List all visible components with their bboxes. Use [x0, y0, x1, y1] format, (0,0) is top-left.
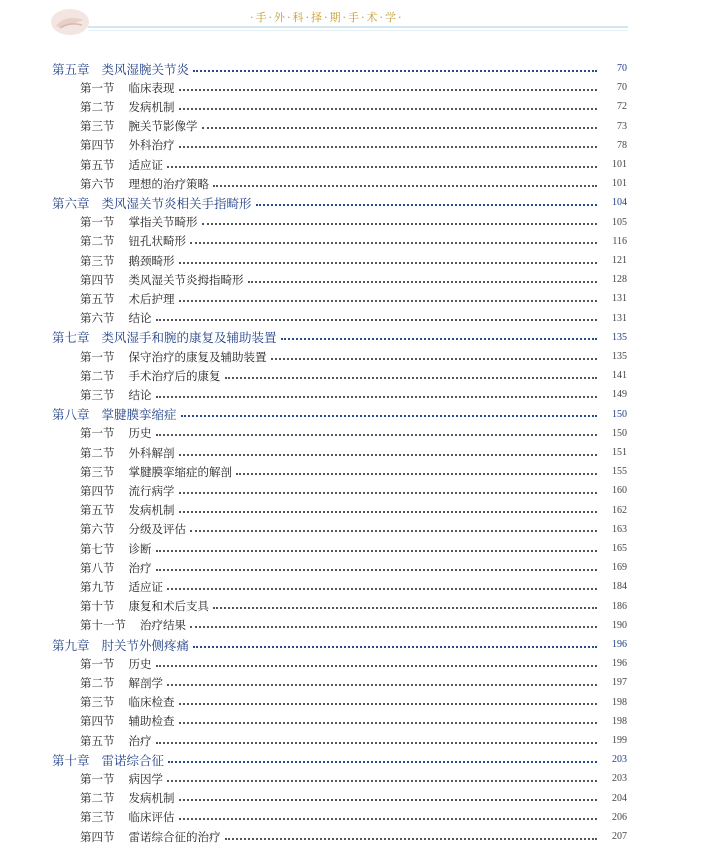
page-number: 72	[617, 101, 627, 113]
header-rule-thin	[88, 30, 628, 31]
section-number: 第二节	[80, 675, 115, 690]
running-title: ·手·外·科·择·期·手·术·学·	[250, 11, 404, 24]
dot-leader	[167, 588, 597, 590]
entry-label	[80, 464, 232, 480]
page-number: 160	[612, 485, 627, 497]
section-title: 适应证	[128, 157, 163, 172]
page-number: 151	[612, 447, 627, 458]
page-number: 203	[612, 773, 627, 785]
chapter-number: 第五章	[52, 61, 90, 77]
section-number: 第二节	[80, 368, 115, 383]
page-number: 162	[612, 504, 627, 516]
page-number: 128	[612, 274, 627, 286]
toc-chapter-entry	[0, 328, 701, 347]
dot-leader	[179, 89, 598, 91]
entry-label	[52, 636, 189, 654]
section-title: 腕关节影像学	[128, 119, 198, 134]
section-title: 雷诺综合征的治疗	[128, 829, 221, 844]
section-title: 解剖学	[128, 675, 163, 690]
section-title: 发病机制	[128, 503, 175, 518]
section-title: 类风湿关节炎拇指畸形	[128, 272, 244, 287]
toc-section-entry	[0, 693, 701, 712]
toc-section-entry	[0, 712, 701, 731]
section-title: 结论	[128, 387, 152, 402]
toc-section-entry	[0, 424, 701, 443]
dot-leader	[156, 742, 598, 744]
entry-label	[80, 214, 198, 230]
entry-label	[80, 809, 175, 825]
toc-section-entry	[0, 597, 701, 616]
chapter-title: 类风湿手和腕的康复及辅助装置	[101, 330, 277, 346]
entry-label	[80, 694, 175, 710]
section-number: 第二节	[80, 445, 115, 460]
section-title: 术后护理	[128, 291, 175, 306]
section-number: 第五节	[80, 733, 115, 748]
dot-leader	[190, 530, 597, 532]
dot-leader	[168, 761, 597, 763]
section-title: 外科治疗	[128, 138, 175, 153]
page-number: 203	[612, 754, 627, 766]
section-title: 康复和术后支具	[128, 599, 209, 614]
dot-leader	[167, 684, 597, 686]
chapter-title: 类风湿腕关节炎	[101, 61, 190, 77]
section-number: 第三节	[80, 119, 115, 134]
dot-leader	[193, 70, 597, 72]
toc-section-entry	[0, 443, 701, 462]
dot-leader	[179, 799, 598, 801]
section-title: 掌腱膜挛缩症的解剖	[128, 464, 232, 479]
section-number: 第一节	[80, 656, 115, 671]
page-number: 131	[612, 312, 627, 324]
entry-label	[80, 368, 221, 384]
page-number: 199	[612, 735, 627, 746]
toc-section-entry	[0, 289, 701, 308]
toc-section-entry	[0, 232, 701, 251]
section-title: 理想的治疗策略	[128, 176, 209, 191]
entry-label	[80, 291, 175, 307]
page-number: 190	[612, 619, 627, 631]
entry-label	[80, 445, 175, 461]
section-title: 治疗	[128, 560, 152, 575]
page-number: 206	[612, 811, 627, 823]
page-number: 101	[612, 159, 627, 170]
entry-label	[80, 713, 175, 729]
entry-label	[80, 656, 152, 672]
section-number: 第一节	[80, 349, 115, 364]
entry-label	[80, 483, 175, 499]
entry-label	[80, 790, 175, 806]
toc-section-entry	[0, 251, 701, 270]
toc-section-entry	[0, 481, 701, 500]
toc-section-entry	[0, 769, 701, 788]
toc-section-entry	[0, 673, 701, 692]
page-number: 186	[612, 600, 627, 612]
chapter-number: 第七章	[52, 330, 90, 346]
section-number: 第一节	[80, 426, 115, 441]
section-title: 鹅颈畸形	[128, 253, 175, 268]
page-number: 121	[612, 255, 627, 266]
page-number: 141	[612, 370, 627, 382]
section-number: 第一节	[80, 771, 115, 786]
entry-label	[80, 233, 186, 249]
page-number: 135	[612, 331, 627, 343]
entry-label	[52, 751, 164, 769]
chapter-title: 肘关节外侧疼痛	[101, 637, 190, 653]
page-number: 197	[612, 677, 627, 689]
section-number: 第十一节	[80, 618, 126, 633]
toc-section-entry	[0, 501, 701, 520]
section-title: 发病机制	[128, 99, 175, 114]
section-title: 掌指关节畸形	[128, 215, 198, 230]
toc-chapter-entry	[0, 193, 701, 212]
toc-chapter-entry	[0, 59, 701, 78]
dot-leader	[179, 146, 598, 148]
section-title: 病因学	[128, 771, 163, 786]
section-title: 手术治疗后的康复	[128, 368, 221, 383]
dot-leader	[256, 204, 597, 206]
dot-leader	[167, 780, 597, 782]
page-number: 150	[612, 408, 627, 420]
toc-section-entry	[0, 366, 701, 385]
toc-chapter-entry	[0, 750, 701, 769]
page-number: 131	[612, 293, 627, 305]
entry-label	[80, 733, 152, 749]
dot-leader	[179, 300, 598, 302]
dot-leader	[181, 415, 597, 417]
entry-label	[80, 253, 175, 269]
section-title: 诊断	[128, 541, 152, 556]
entry-label	[80, 829, 221, 845]
section-number: 第二节	[80, 791, 115, 806]
chapter-title: 掌腱膜挛缩症	[101, 407, 177, 423]
section-title: 历史	[128, 426, 152, 441]
dot-leader	[179, 492, 598, 494]
entry-label	[80, 349, 267, 365]
entry-label	[80, 521, 186, 537]
toc-section-entry	[0, 616, 701, 635]
book-logo	[50, 8, 90, 36]
section-title: 适应证	[128, 579, 163, 594]
dot-leader	[179, 262, 598, 264]
dot-leader	[193, 646, 597, 648]
entry-label	[80, 579, 163, 595]
section-title: 临床表现	[128, 80, 175, 95]
chapter-title: 雷诺综合征	[101, 752, 165, 768]
page-number: 150	[612, 427, 627, 439]
toc-section-entry	[0, 539, 701, 558]
entry-label	[80, 425, 152, 441]
header-rule	[88, 26, 628, 28]
section-number: 第六节	[80, 522, 115, 537]
section-title: 流行病学	[128, 483, 175, 498]
section-number: 第四节	[80, 272, 115, 287]
section-title: 治疗	[128, 733, 152, 748]
section-number: 第三节	[80, 464, 115, 479]
section-title: 临床评估	[128, 810, 175, 825]
section-title: 分级及评估	[128, 522, 186, 537]
toc-section-entry	[0, 309, 701, 328]
section-number: 第三节	[80, 387, 115, 402]
dot-leader	[190, 626, 597, 628]
page-number: 163	[612, 523, 627, 535]
entry-label	[80, 675, 163, 691]
page-number: 101	[612, 178, 627, 190]
toc-section-entry	[0, 827, 701, 846]
dot-leader	[179, 511, 598, 513]
toc-section-entry	[0, 270, 701, 289]
entry-label	[80, 137, 175, 153]
entry-label	[52, 194, 252, 212]
section-number: 第五节	[80, 291, 115, 306]
section-number: 第五节	[80, 503, 115, 518]
dot-leader	[236, 473, 597, 475]
toc-section-entry	[0, 385, 701, 404]
page-number: 198	[612, 715, 627, 727]
toc-section-entry	[0, 174, 701, 193]
dot-leader	[179, 818, 598, 820]
toc-chapter-entry	[0, 405, 701, 424]
page-number: 135	[612, 351, 627, 362]
section-number: 第九节	[80, 579, 115, 594]
entry-label	[80, 598, 209, 614]
section-number: 第七节	[80, 541, 115, 556]
page-number: 70	[617, 82, 627, 94]
section-title: 结论	[128, 311, 152, 326]
dot-leader	[281, 338, 597, 340]
section-number: 第二节	[80, 234, 115, 249]
section-number: 第八节	[80, 560, 115, 575]
toc-section-entry	[0, 117, 701, 136]
dot-leader	[156, 569, 598, 571]
page-number: 165	[612, 543, 627, 554]
page-number: 196	[612, 658, 627, 670]
page-number: 105	[612, 216, 627, 228]
entry-label	[80, 80, 175, 96]
entry-label	[80, 541, 152, 557]
page-number: 149	[612, 389, 627, 401]
dot-leader	[179, 722, 598, 724]
toc-section-entry	[0, 97, 701, 116]
section-number: 第一节	[80, 80, 115, 95]
chapter-number: 第十章	[52, 752, 90, 768]
dot-leader	[213, 185, 597, 187]
toc-section-entry	[0, 577, 701, 596]
entry-label	[52, 328, 277, 346]
toc-section-entry	[0, 136, 701, 155]
toc-section-entry	[0, 520, 701, 539]
section-title: 临床检查	[128, 695, 175, 710]
section-number: 第四节	[80, 714, 115, 729]
section-number: 第四节	[80, 483, 115, 498]
toc-section-entry	[0, 654, 701, 673]
dot-leader	[167, 166, 597, 168]
toc-section-entry	[0, 731, 701, 750]
page-number: 169	[612, 562, 627, 574]
entry-label	[52, 60, 189, 78]
entry-label	[80, 310, 152, 326]
dot-leader	[190, 242, 597, 244]
section-number: 第三节	[80, 695, 115, 710]
section-title: 辅助检查	[128, 714, 175, 729]
page-number: 196	[612, 639, 627, 650]
page-header	[0, 0, 701, 40]
section-number: 第四节	[80, 829, 115, 844]
section-number: 第四节	[80, 138, 115, 153]
dot-leader	[202, 127, 598, 129]
dot-leader	[179, 108, 598, 110]
page-number: 78	[617, 139, 627, 151]
page-number: 184	[612, 581, 627, 593]
dot-leader	[156, 319, 598, 321]
section-title: 发病机制	[128, 791, 175, 806]
toc-section-entry	[0, 558, 701, 577]
toc-section-entry	[0, 808, 701, 827]
entry-label	[80, 157, 163, 173]
section-number: 第六节	[80, 176, 115, 191]
dot-leader	[225, 838, 598, 840]
page-number: 70	[617, 63, 627, 74]
dot-leader	[156, 550, 598, 552]
entry-label	[80, 272, 244, 288]
section-title: 治疗结果	[140, 618, 186, 633]
entry-label	[80, 387, 152, 403]
section-title: 历史	[128, 656, 152, 671]
page-number: 207	[612, 831, 627, 842]
section-number: 第一节	[80, 215, 115, 230]
section-number: 第十节	[80, 599, 115, 614]
toc-section-entry	[0, 213, 701, 232]
chapter-number: 第八章	[52, 407, 90, 423]
section-number: 第五节	[80, 157, 115, 172]
section-title: 外科解剖	[128, 445, 175, 460]
chapter-number: 第九章	[52, 637, 90, 653]
dot-leader	[179, 454, 598, 456]
dot-leader	[156, 434, 598, 436]
section-title: 钮孔状畸形	[128, 234, 186, 249]
toc-section-entry	[0, 155, 701, 174]
dot-leader	[225, 377, 598, 379]
section-number: 第三节	[80, 253, 115, 268]
entry-label	[80, 176, 209, 192]
entry-label	[80, 771, 163, 787]
dot-leader	[179, 703, 598, 705]
toc-section-entry	[0, 462, 701, 481]
page-number: 198	[612, 696, 627, 708]
chapter-number: 第六章	[52, 195, 90, 211]
dot-leader	[156, 396, 598, 398]
entry-label	[80, 560, 152, 576]
dot-leader	[248, 281, 598, 283]
section-title: 保守治疗的康复及辅助装置	[128, 349, 267, 364]
toc-section-entry	[0, 347, 701, 366]
toc-chapter-entry	[0, 635, 701, 654]
dot-leader	[271, 358, 598, 360]
entry-label	[80, 99, 175, 115]
entry-label	[52, 405, 177, 423]
section-number: 第三节	[80, 810, 115, 825]
page-number: 73	[617, 120, 627, 132]
page-number: 104	[612, 197, 627, 209]
toc-section-entry	[0, 789, 701, 808]
page-number: 204	[612, 792, 627, 804]
section-number: 第二节	[80, 99, 115, 114]
section-number: 第六节	[80, 311, 115, 326]
dot-leader	[202, 223, 598, 225]
dot-leader	[156, 665, 598, 667]
dot-leader	[213, 607, 597, 609]
page-number: 116	[612, 235, 627, 247]
entry-label	[80, 118, 198, 134]
page-number: 155	[612, 466, 627, 478]
chapter-title: 类风湿关节炎相关手指畸形	[101, 195, 252, 211]
entry-label	[80, 502, 175, 518]
entry-label	[80, 617, 186, 633]
toc-section-entry	[0, 78, 701, 97]
